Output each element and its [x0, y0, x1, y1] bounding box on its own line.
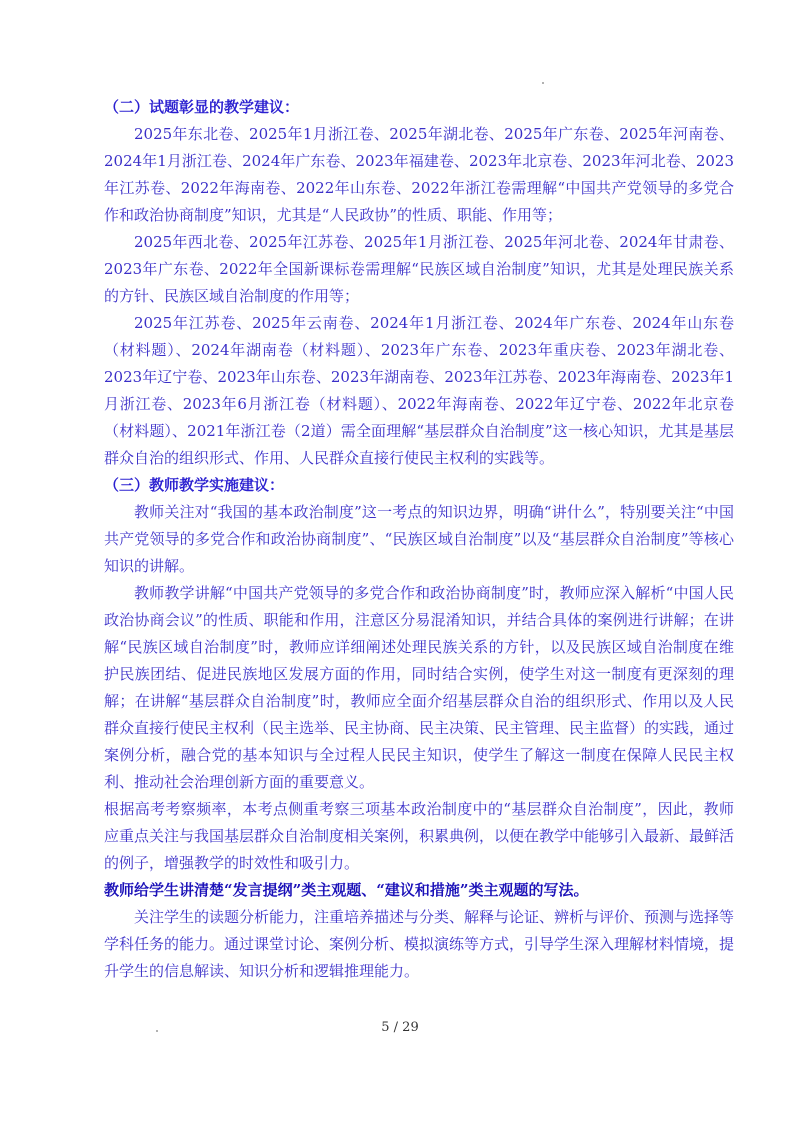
paragraph: 关注学生的读题分析能力，注重培养描述与分类、解释与论证、辨析与评价、预测与选择等学科任务的能力。通过课堂讨论、案例分析、模拟演练等方式，引导学生深入理解材料情境，提升学生的信息解读、知识分析和逻辑推理能力。	[104, 908, 735, 980]
paragraph: 教师关注对“我国的基本政治制度”这一考点的知识边界，明确“讲什么”，特别要关注“中国共产党领导的多党合作和政治协商制度”、“民族区域自治制度”以及“基层群众自治制度”等核心知识的讲解。	[104, 503, 734, 575]
document-body	[104, 94, 734, 985]
page-number: 5 / 29	[381, 1020, 419, 1035]
emphasis-line: 教师给学生讲清楚“发言提纲”类主观题、“建议和措施”类主观题的写法。	[104, 881, 589, 899]
paragraph: 2025年西北卷、2025年江苏卷、2025年1月浙江卷、2025年河北卷、2024年甘肃卷、2023年广东卷、2022年全国新课标卷需理解“民族区域自治制度”知识，尤其是处理民族关系的方针、民族区域自治制度的作用等；	[104, 233, 734, 305]
paragraph: 2025年东北卷、2025年1月浙江卷、2025年湖北卷、2025年广东卷、2025年河南卷、2024年1月浙江卷、2024年广东卷、2023年福建卷、2023年北京卷、2023年河北卷、2023年江苏卷、2022年海南卷、2022年山东卷、2022年浙江卷需理解“中国共产党领导的多党合作和政治协商制度”知识，尤其是“人民政协”的性质、职能、作用等；	[104, 125, 734, 224]
page-mark	[542, 82, 544, 84]
paragraph: 教师教学讲解“中国共产党领导的多党合作和政治协商制度”时，教师应深入解析“中国人民政治协商会议”的性质、职能和作用，注意区分易混淆知识，并结合具体的案例进行讲解；在讲解“民族区域自治制度”时，教师应详细阐述处理民族关系的方针，以及民族区域自治制度在维护民族团结、促进民族地区发展方面的作用，同时结合实例，使学生对这一制度有更深刻的理解；在讲解“基层群众自治制度”时，教师应全面介绍基层群众自治的组织形式、作用以及人民群众直接行使民主权利（民主选举、民主协商、民主决策、民主管理、民主监督）的实践，通过案例分析，融合党的基本知识与全过程人民民主知识，使学生了解这一制度在保障人民民主权利、推动社会治理创新方面的重要意义。	[104, 584, 735, 791]
paragraph: 根据高考考察频率，本考点侧重考察三项基本政治制度中的“基层群众自治制度”，因此，教师应重点关注与我国基层群众自治制度相关案例，积累典例，以便在教学中能够引入最新、最鲜活的例子，增强教学的时效性和吸引力。	[104, 800, 735, 872]
paragraph: 2025年江苏卷、2025年云南卷、2024年1月浙江卷、2024年广东卷、2024年山东卷（材料题）、2024年湖南卷（材料题）、2023年广东卷、2023年重庆卷、2023年湖北卷、2023年辽宁卷、2023年山东卷、2023年湖南卷、2023年江苏卷、2023年海南卷、2023年1月浙江卷、2023年6月浙江卷（材料题）、2022年海南卷、2022年辽宁卷、2022年北京卷（材料题）、2021年浙江卷（2道）需全面理解“基层群众自治制度”这一核心知识，尤其是基层群众自治的组织形式、作用、人民群众直接行使民主权利的实践等。	[104, 314, 734, 467]
section-heading-teaching-suggestions: （二）试题彰显的教学建议：	[104, 98, 300, 116]
section-heading-implementation-suggestions: （三）教师教学实施建议：	[104, 476, 285, 494]
